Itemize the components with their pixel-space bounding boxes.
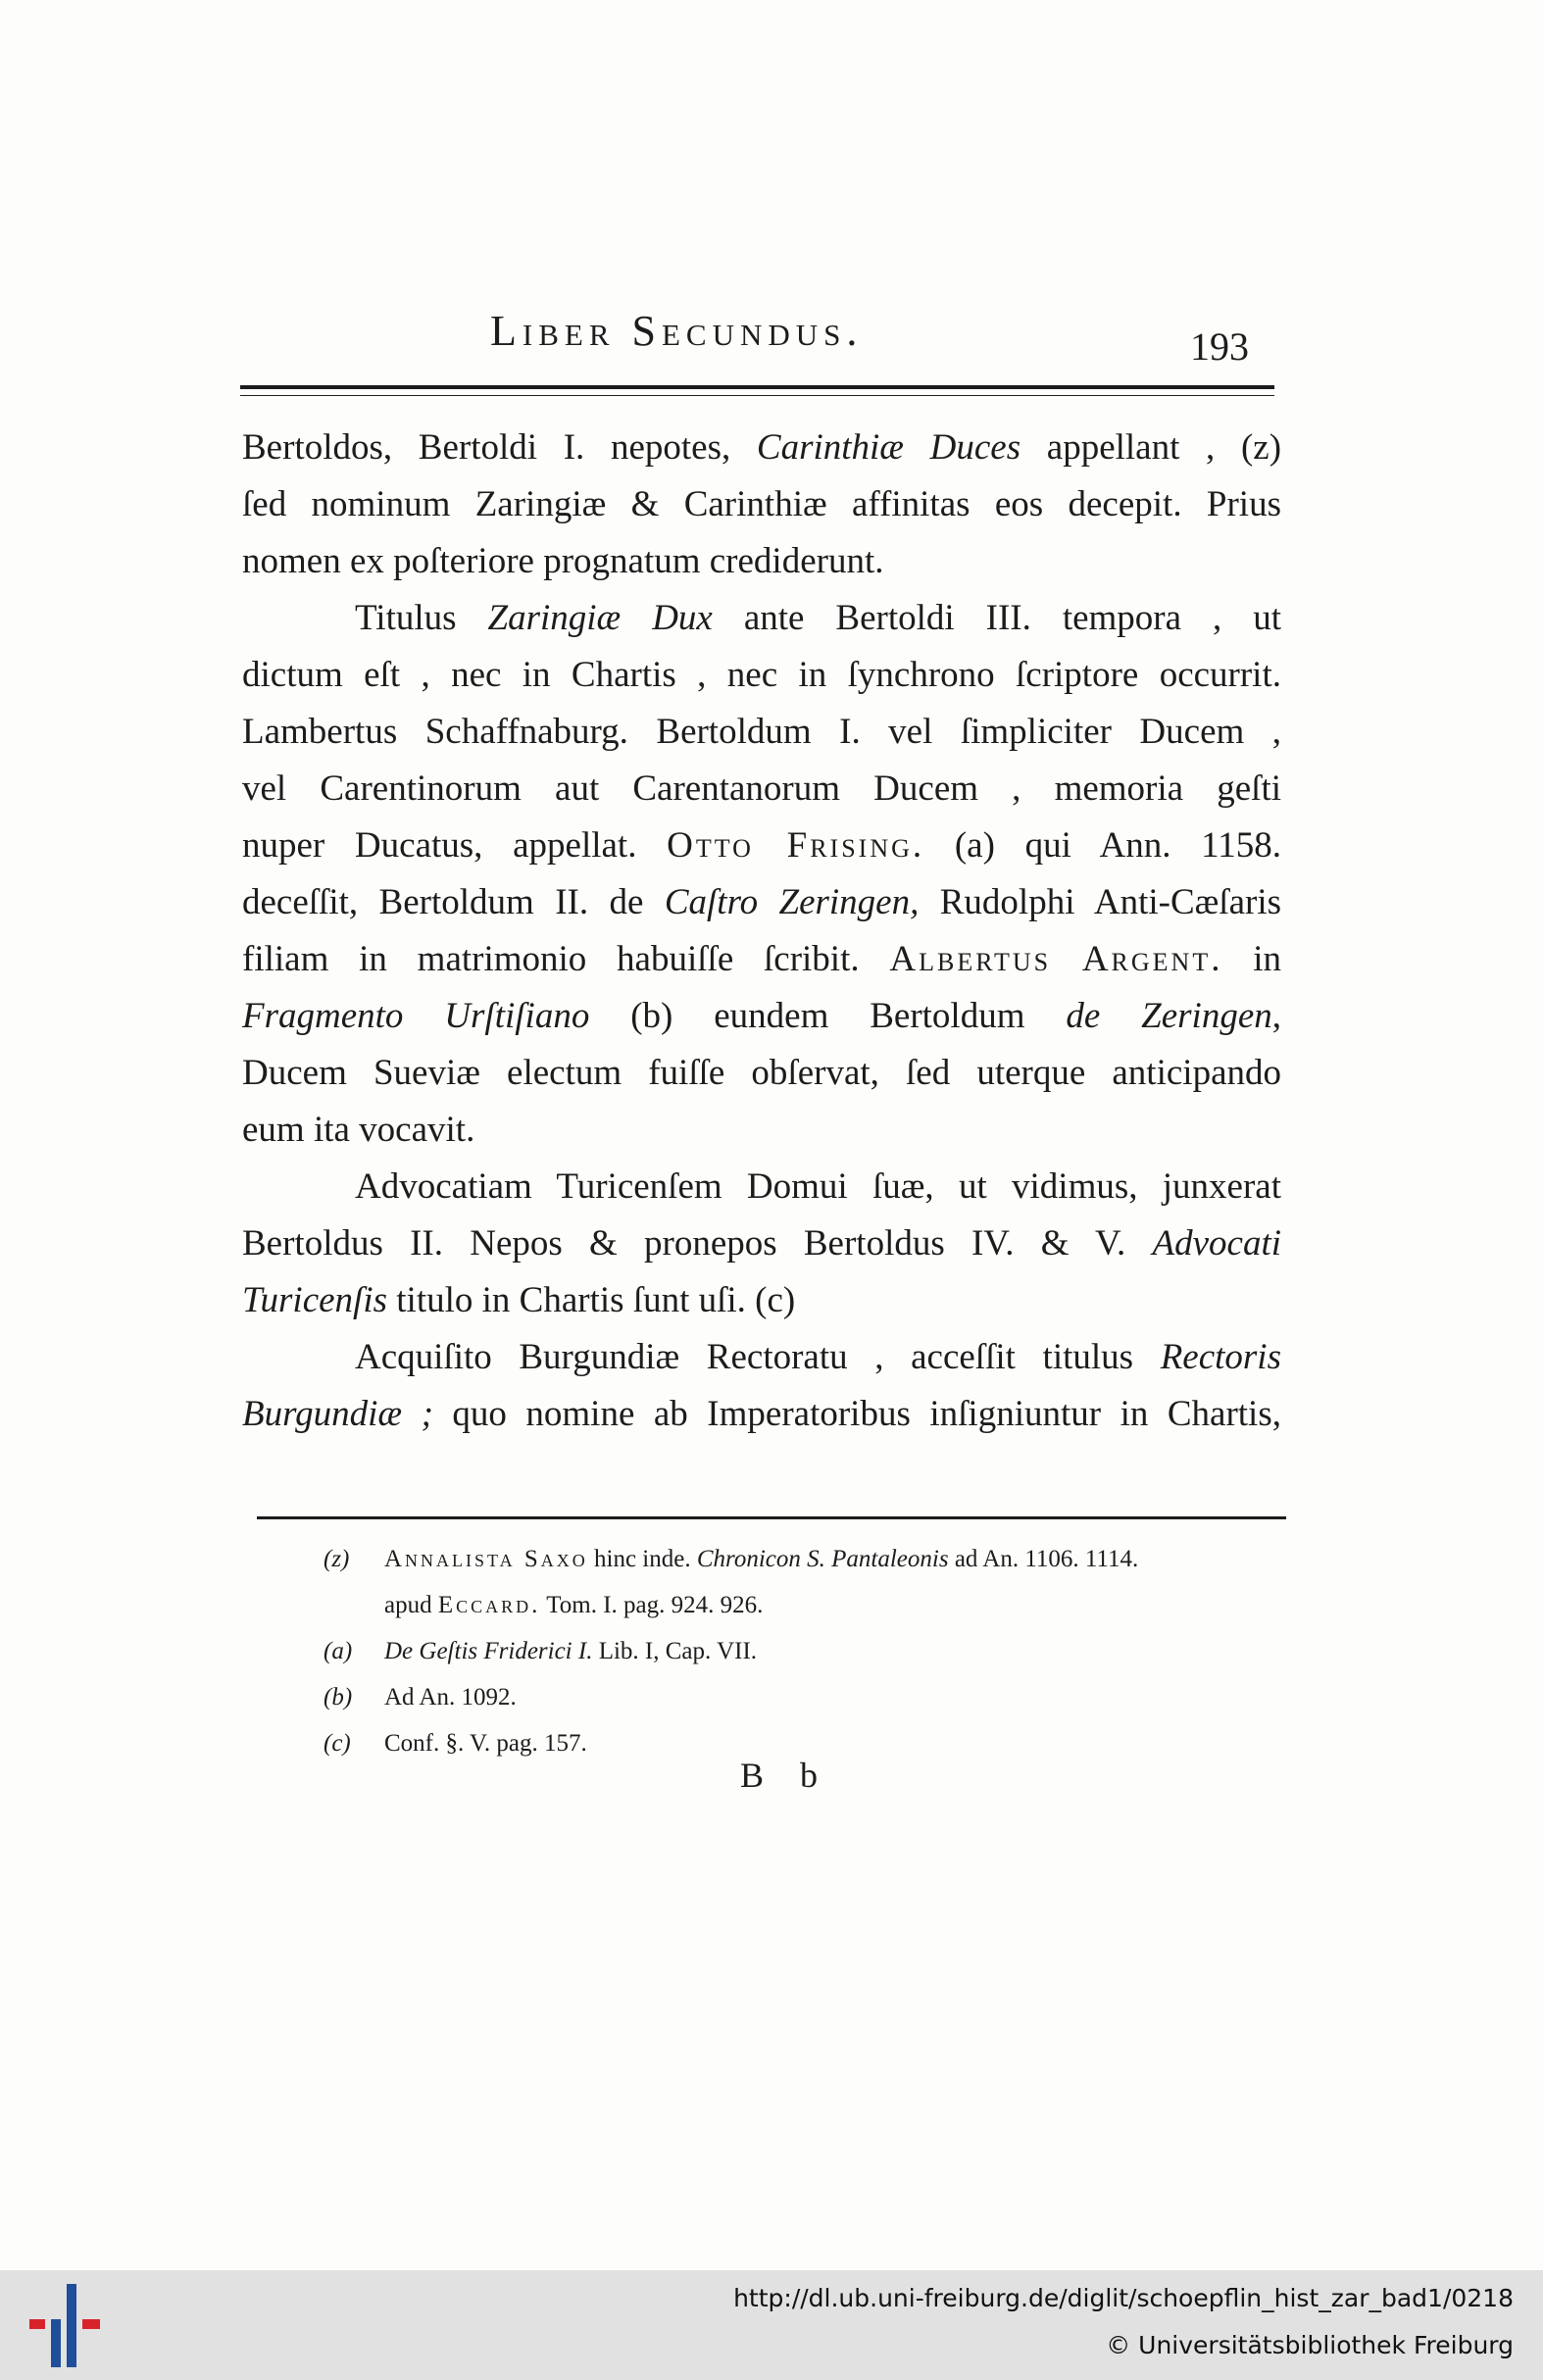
header-rule [240,385,1274,389]
signature-mark: B b [740,1756,832,1795]
footnote-z: (z) Annalista Saxo hinc inde. Chronicon S. Pantaleonis ad An. 1106. 1114. [324,1546,1139,1572]
page-number: 193 [1190,324,1249,369]
text-line: nuper Ducatus, appellat. Otto Frising. (a) qui Ann. 1158. [242,825,1282,866]
main-text [242,420,1281,1443]
running-head: Liber Secundus. [490,307,864,355]
text-line: Turicenſis titulo in Chartis ſunt uſi. (c) [242,1280,796,1320]
text-line: filiam in matrimonio habuiſſe ſcribit. Albertus Argent. in [242,939,1282,979]
header-rule-thin [240,395,1274,396]
footnote-a: (a) De Geſtis Friderici I. Lib. I, Cap. VII. [324,1638,758,1664]
footnote-z-continued: apud Eccard. Tom. I. pag. 924. 926. [384,1592,764,1618]
footnote-b: (b) Ad An. 1092. [324,1684,517,1711]
text-line: Advocatiam Turicenſem Domui ſuæ, ut vidimus, junxerat [355,1166,1281,1207]
text-line: Bertoldus II. Nepos & pronepos Bertoldus IV. & V. Advocati [242,1223,1282,1264]
text-line: eum ita vocavit. [242,1110,475,1150]
footnote-c: (c) Conf. §. V. pag. 157. [324,1730,587,1757]
text-line: Titulus Zaringiæ Dux ante Bertoldi III. tempora , ut [355,598,1282,638]
copyright-notice: © Universitätsbibliothek Freiburg [1106,2331,1514,2359]
text-line: ſed nominum Zaringiæ & Carinthiæ affinitas eos decepit. Prius [242,484,1281,524]
footnotes [324,1536,1304,1766]
text-line: Ducem Sueviæ electum fuiſſe obſervat, ſed uterque anticipando [242,1053,1281,1093]
text-line: Lambertus Schaffnaburg. Bertoldum I. vel ſimpliciter Ducem , [242,712,1281,752]
text-line: vel Carentinorum aut Carentanorum Ducem , memoria geſti [242,769,1281,809]
text-line: Bertoldos, Bertoldi I. nepotes, Carinthiæ Duces appellant , (z) [242,427,1282,468]
text-line: Acquiſito Burgundiæ Rectoratu , acceſſit titulus Rectoris [355,1337,1281,1377]
text-line: deceſſit, Bertoldum II. de Caſtro Zeringen, Rudolphi Anti-Cæſaris [242,882,1282,922]
text-line: Burgundiæ ; quo nomine ab Imperatoribus inſigniuntur in Chartis, [242,1394,1281,1434]
source-url-link[interactable]: http://dl.ub.uni-freiburg.de/diglit/schoepflin_hist_zar_bad1/0218 [733,2284,1514,2312]
text-line: Fragmento Urſtiſiano (b) eundem Bertoldum de Zeringen, [242,996,1282,1036]
text-line: dictum eſt , nec in Chartis , nec in ſynchrono ſcriptore occurrit. [242,655,1281,695]
ub-freiburg-logo-icon[interactable] [29,2284,103,2367]
text-line: nomen ex poſteriore prognatum crediderunt. [242,541,884,581]
footnote-rule [257,1516,1286,1519]
